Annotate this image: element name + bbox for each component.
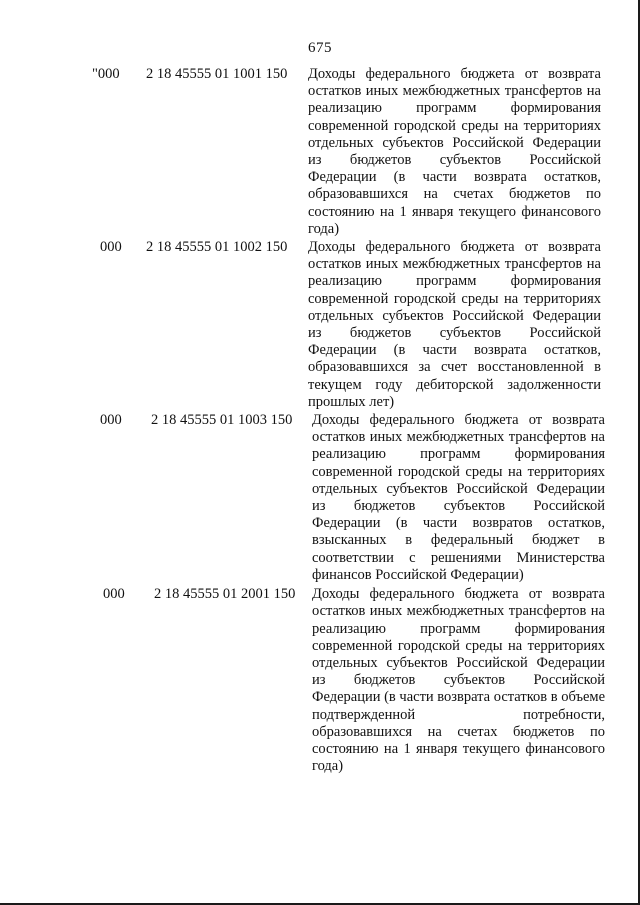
- description-line: Федерации (в части возврата остатков,: [308, 342, 601, 359]
- entry-description: [312, 412, 605, 584]
- description-line: прошлых лет): [308, 393, 395, 410]
- description-line: современной городской среды на территориях: [312, 637, 605, 654]
- description-line: из бюджетов субъектов Российской: [312, 672, 605, 689]
- description-line: состоянию на 1 января текущего финансового: [308, 203, 601, 220]
- administrator-code: 000: [100, 412, 122, 429]
- budget-classification-code: 2 18 45555 01 2001 150: [154, 586, 296, 603]
- description-line: остатков иных межбюджетных трансфертов на: [312, 429, 605, 446]
- description-line: остатков иных межбюджетных трансфертов на: [308, 83, 601, 100]
- description-line: финансов Российской Федерации): [312, 566, 524, 583]
- administrator-code: 000: [100, 239, 122, 256]
- description-line: из бюджетов субъектов Российской: [308, 325, 601, 342]
- entry-description: [308, 66, 601, 238]
- description-line: современной городской среды на территориях: [312, 463, 605, 480]
- page-number: 675: [308, 40, 332, 56]
- budget-classification-code: 2 18 45555 01 1001 150: [146, 66, 288, 82]
- description-line: года): [308, 220, 340, 237]
- description-line: остатков иных межбюджетных трансфертов на: [308, 256, 601, 273]
- description-line: подтвержденной потребности,: [312, 706, 605, 723]
- description-line: образовавшихся на счетах бюджетов по: [312, 723, 605, 740]
- description-line: отдельных субъектов Российской Федерации: [312, 654, 605, 671]
- description-line: Доходы федерального бюджета от возврата: [308, 66, 601, 82]
- description-line: Федерации (в части возвратов остатков,: [312, 515, 605, 532]
- description-line: текущем году дебиторской задолженности: [308, 376, 601, 393]
- description-line: из бюджетов субъектов Российской: [312, 498, 605, 515]
- description-line: Федерации (в части возврата остатков в объеме: [312, 689, 606, 706]
- entry-description: [308, 239, 601, 411]
- description-line: современной городской среды на территориях: [308, 117, 601, 134]
- description-line: состоянию на 1 января текущего финансового: [312, 740, 605, 757]
- description-line: Доходы федерального бюджета от возврата: [312, 412, 605, 429]
- description-line: года): [312, 758, 344, 775]
- classification-entry: [0, 412, 640, 584]
- description-line: отдельных субъектов Российской Федерации: [312, 480, 605, 497]
- classification-entry: [0, 586, 640, 775]
- description-line: реализацию программ формирования: [312, 446, 605, 463]
- classification-entries: [0, 66, 640, 775]
- administrator-code: 000: [103, 586, 125, 603]
- description-line: реализацию программ формирования: [312, 620, 605, 637]
- description-line: отдельных субъектов Российской Федерации: [308, 307, 601, 324]
- description-line: реализацию программ формирования: [308, 100, 601, 117]
- description-line: остатков иных межбюджетных трансфертов на: [312, 603, 605, 620]
- description-line: Федерации (в части возврата остатков,: [308, 169, 601, 186]
- administrator-code: "000: [92, 66, 120, 82]
- entry-description: [312, 586, 605, 775]
- description-line: соответствии с решениями Министерства: [312, 549, 605, 566]
- budget-classification-code: 2 18 45555 01 1003 150: [151, 412, 293, 429]
- budget-classification-code: 2 18 45555 01 1002 150: [146, 239, 288, 256]
- description-line: образовавшихся за счет восстановленной в: [308, 359, 601, 376]
- description-line: отдельных субъектов Российской Федерации: [308, 134, 601, 151]
- description-line: современной городской среды на территориях: [308, 290, 601, 307]
- description-line: Доходы федерального бюджета от возврата: [312, 586, 605, 603]
- description-line: реализацию программ формирования: [308, 273, 601, 290]
- description-line: взысканных в федеральный бюджет в: [312, 532, 605, 549]
- description-line: Доходы федерального бюджета от возврата: [308, 239, 601, 256]
- description-line: образовавшихся на счетах бюджетов по: [308, 186, 601, 203]
- classification-entry: [0, 239, 640, 411]
- classification-entry: [0, 66, 640, 238]
- description-line: из бюджетов субъектов Российской: [308, 152, 601, 169]
